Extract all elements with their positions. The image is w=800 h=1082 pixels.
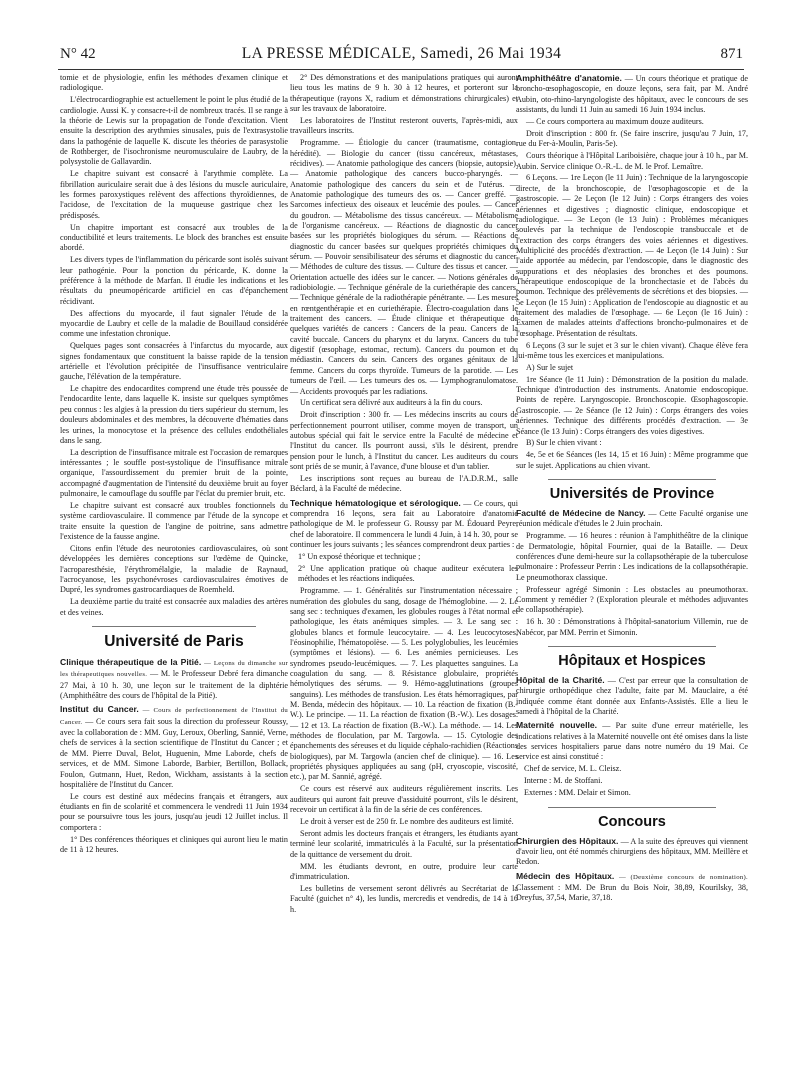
list-item: 2° Une application pratique où chaque auditeur exécutera les méthodes et les réactions indiquées.: [298, 563, 518, 584]
notice-heading: Institut du Cancer.: [60, 704, 139, 715]
notice-label: — Leçons du dimanche sur les thérapeutiques nouvelles.: [60, 660, 289, 679]
notice-label: — (Deuxième concours de nomination).: [618, 873, 749, 881]
article-paragraph: Un certificat sera délivré aux auditeurs à la fin du cours.: [300, 398, 483, 408]
article-paragraph: La deuxième partie du traité est consacrée aux maladies des artères et des veines.: [60, 597, 288, 617]
article-paragraph: tomie et de physiologie, enfin les méthodes d'examen clinique et radiologique.: [60, 73, 288, 93]
notice-text: — Ce cours sera fait sous la direction du professeur Roussy, avec la collaboration de : MM. Guy, Leroux, Oberling, Sannié, Verne, chefs de services à la section scientifique de l'Institut du Cancer ; et de MM. Pierre Duval, Belot, Huguenin, Mme Laborde, chefs de services, et de MM. Simone Laborde, Barbier, Bertillon, Bollack, Foulon, Gutmann, Huet, Redon, Wickham, assistants à la section hospitalière de l'Institut du Cancer.: [60, 716, 288, 789]
notice-heading: Technique hématologique et sérologique.: [290, 497, 461, 508]
notice-text: — Cette Faculté organise une réunion médicale d'études le 2 Juin prochain.: [516, 509, 749, 529]
article-paragraph: — Ce cours comportera au maximum douze auditeurs.: [526, 116, 704, 126]
column-left: [60, 73, 288, 857]
column-right: [516, 73, 748, 905]
notice-chirurgien-hopitaux: [516, 836, 748, 868]
notice-heading: Faculté de Médecine de Nancy.: [516, 508, 646, 519]
list-item: 1° Un exposé théorique et technique ;: [298, 552, 421, 562]
notice-text: — M. le Professeur Debré fera dimanche 27 Mai, à 10 h. 30, une leçon sur le traitement de la diphtérie (Amphithéâtre des cours de l'hôpital de la Pitié).: [60, 669, 288, 701]
notice-clinique-pitie: [60, 657, 288, 701]
article-paragraph: Le chapitre suivant est consacré aux troubles fonctionnels du système cardiovasculaire. Il commence par l'étude de la syncope et traite ensuite la question de l'angine de poitrine, sans admettre l'existence de la fausse angine.: [60, 501, 288, 542]
notice-heading: Amphithéâtre d'anatomie.: [516, 73, 622, 83]
article-paragraph: L'électrocardiographie est actuellement le point le plus étudié de la cardiologie. Aussi K. y consacre-t-il de nombreux tracés. Il se range à la théorie de Lewis sur la propagation de l'onde d'excitation. Vient ensuite la description des arythmies sinusales, puis de l'extrasystolie dans la pathogénie de laquelle K. discute les théories de parasystolie de Rothberger, de l'isochronisme neuromusculaire de Laubry, de la polysystolie de Gallavardin.: [60, 95, 288, 167]
article-paragraph: 4e, 5e et 6e Séances (les 14, 15 et 16 Juin) : Même programme que sur le sujet. Applications au chien vivant.: [516, 450, 748, 470]
article-paragraph: Les divers types de l'inflammation du péricarde sont isolés suivant leur pathogénie. Pour la ponction du péricarde, K. donne la préférence à la méthode de Marfan. Il étudie les indications et les résultats du pneumopéricarde artificiel en cas d'épanchement récidivant.: [60, 255, 288, 306]
journal-title: LA PRESSE MÉDICALE, Samedi, 26 Mai 1934: [241, 45, 562, 62]
notice-maternite-nouvelle: [516, 720, 748, 762]
article-paragraph: 16 h. 30 : Démonstrations à l'hôpital-sanatorium Villemin, rue de Nabécor, par MM. Perrin et Simonin.: [516, 617, 748, 637]
section-divider: [548, 807, 716, 808]
section-divider: [92, 626, 256, 627]
section-title-hopitaux-hospices: Hôpitaux et Hospices: [558, 652, 706, 669]
notice-label: — Cours de perfectionnement de l'Institut du Cancer.: [60, 707, 289, 726]
article-paragraph: A) Sur le sujet: [526, 362, 574, 372]
section-title-universite-paris: Université de Paris: [104, 633, 244, 651]
article-paragraph: Le droit à verser est de 250 fr. Le nombre des auditeurs est limité.: [300, 817, 514, 826]
article-paragraph: La description de l'insuffisance mitrale est l'occasion de remarques intéressantes ; le souffle post-systolique de l'insuffisance mitrale organique, l'assourdissement du premier bruit de la pointe, accompagné d'augmentation de l'intensité du deuxième bruit au foyer pulmonaire, le camouflage du souffle par l'éclat du premier bruit, etc.: [60, 447, 288, 499]
header-rule: [58, 69, 744, 70]
notice-heading: Chirurgien des Hôpitaux.: [516, 835, 619, 846]
article-paragraph: Professeur agrégé Simonin : Les obstacles au pneumothorax. Comment y remédier ? (Exploration pleurale et méthodes adjuvantes de collapsothérapie).: [516, 584, 748, 615]
article-paragraph: 6 Leçons (3 sur le sujet et 3 sur le chien vivant). Chaque élève fera lui-même tous les exercices et manipulations.: [516, 340, 748, 360]
article-paragraph: B) Sur le chien vivant :: [526, 438, 602, 448]
notice-text: — C'est par erreur que la consultation de chirurgie orthopédique chez l'adulte, faite par M. Mauclaire, a été indiquée comme étant donnée aux Enfants-Assistés. Elle a lieu le samedi à l'hôpital de la Charité.: [516, 675, 748, 716]
article-paragraph: Quelques pages sont consacrées à l'infarctus du myocarde, aux signes fondamentaux que constituent la baisse rapide de la tension artérielle et l'évolution précipitée de l'insuffisance ventriculaire gauche, l'élévation de la température.: [60, 341, 288, 382]
article-paragraph: Ce cours est réservé aux auditeurs régulièrement inscrits. Les auditeurs qui auront fait preuve d'assiduité pourront, s'ils le désirent, recevoir un certificat à la fin de la série de ces conférences.: [290, 784, 518, 815]
article-paragraph: 6 Leçons. — 1re Leçon (le 11 Juin) : Technique de la laryngoscopie directe, de la bronchoscopie, de l'œsophagoscopie et de la gastroscopie. — 2e Leçon (le 12 Juin) : Corps étrangers des voies aériennes et digestives ; diagnostic clinique, endoscopique et radiologique. — 3e Leçon (le 13 Juin) : Problèmes mécaniques soulevés par la technique de l'endoscopie transbuccale et de l'extraction des corps étrangers des voies aériennes et digestives. Multiplicité des procédés d'extraction. — 4e Leçon (le 14 Juin) : Sur l'aide apportée au médecin, par l'endoscopie, dans le diagnostic des suppurations et des néoplasies des bronches et des poumons. Thérapeutique endoscopique de la bronchectasie et de l'abcès du poumon. Technique des prélèvements de sécrétions et des biopsies. — 5e Leçon (le 15 Juin) : Application de l'endoscopie au diagnostic et au traitement des maladies de l'œsophage. — 6e Leçon (le 16 Juin) : Examen de malades atteints d'affections broncho-pulmonaires et de l'œsophage. Présentation de résultats.: [516, 173, 748, 338]
notice-hopital-charite: [516, 675, 748, 717]
article-paragraph: Les inscriptions sont reçues au bureau de l'A.D.R.M., salle Béclard, à la Faculté de médecine.: [290, 474, 518, 494]
page-number: 871: [720, 46, 743, 62]
notice-heading: Clinique thérapeutique de la Pitié.: [60, 657, 202, 668]
section-title-universites-province: Universités de Province: [549, 486, 715, 503]
staff-line: Chef de service, M. L. Cleisz.: [524, 764, 622, 774]
issue-number: N° 42: [60, 46, 96, 62]
article-paragraph: Droit d'inscription : 800 fr. (Se faire inscrire, jusqu'au 7 Juin, 17, rue du Fer-à-Moulin, Paris-5e).: [516, 128, 748, 149]
notice-heading: Hôpital de la Charité.: [516, 674, 605, 685]
article-paragraph: Un chapitre important est consacré aux troubles de la conductibilité et leurs traitements. Le block des branches est ensuite abordé.: [60, 222, 288, 253]
article-paragraph: Seront admis les docteurs français et étrangers, les étudiants ayant terminé leur scolarité, immatriculés à la Faculté, sur la présentation de la quittance de versement du droit.: [290, 828, 518, 859]
notice-medecin-hopitaux: [516, 871, 748, 904]
article-paragraph: Les bulletins de versement seront délivrés au Secrétariat de la Faculté (guichet n° 4), les lundis, mercredis et vendredis, de 14 à 16 h.: [290, 883, 518, 914]
notice-technique-hematologique: [290, 498, 518, 551]
notice-text: — Ce cours, qui comprendra 16 leçons, sera fait au Laboratoire d'anatomie pathologique de M. le professeur G. Roussy par M. Édouard Peyre, chef de laboratoire. Il commencera le lundi 4 Juin, à 14 h. 30, pour se continuer les jours suivants ; les séances comprendront deux parties :: [290, 498, 518, 550]
notice-text: Classement : MM. De Brun du Bois Noir, 38,89, Kourilsky, 38, Dreyfus, 37,54, Marie, 37,18.: [516, 882, 748, 903]
notice-faculte-nancy: [516, 508, 748, 530]
article-paragraph: 1° Des conférences théoriques et cliniques qui auront lieu le matin de 11 à 12 heures.: [60, 834, 288, 855]
notice-heading: Médecin des Hôpitaux.: [516, 870, 615, 881]
article-paragraph: Cours théorique à l'Hôpital Lariboisière, chaque jour à 10 h., par M. Aubin. Service clinique O.-R.-L. de M. le Prof. Lemaître.: [516, 151, 748, 171]
article-paragraph: 1re Séance (le 11 Juin) : Démonstration de la position du malade. Technique d'introduction des instruments. Anatomie endoscopique. Points de repère. Laryngoscopie. Bronchoscopie. Œsophagoscopie. Gastroscopie. — 2e Séance (le 12 Juin) : Corps étrangers des voies aériennes. Technique des différents procédés d'extraction. — 3e Séance (le 13 Juin) : Corps étrangers des voies digestives.: [516, 374, 748, 436]
article-paragraph: Les laboratoires de l'Institut resteront ouverts, l'après-midi, aux travailleurs inscrits.: [290, 115, 518, 136]
article-paragraph: Des affections du myocarde, il faut signaler l'étude de la myocardie de Laubry et celle de la maladie de Bouillaud considérée comme une infestation chronique.: [60, 308, 288, 339]
notice-text: — Par suite d'une erreur matérielle, les indications relatives à la Maternité nouvelle ont été omises dans la liste des services hospitaliers parue dans notre numéro du 19 Mai. Ce service est ainsi constitué :: [516, 721, 749, 762]
notice-institut-cancer: [60, 704, 288, 790]
program-paragraph: Programme. — 1. Généralités sur l'instrumentation nécessaire ; numération des globules du sang, dosage de l'hémoglobine. — 2. Le sang sec : techniques d'examen, les globules rouges à l'état normal et pathologique, les états anémiques simples. — 3. Le sang sec : globules blancs et formule leucocytaire. — 4. Les leucocytoses, l'éosinophilie, l'hématopoïèse. — 5. Les polyglobulies, les leucémies (symptômes et lésions). — 6. Les anémies pernicieuses. Les syndromes pseudo-leucémiques. — 7. Les plaquettes sanguines. La coagulation du sang. — 8. Résistance globulaire, propriétés hémolytiques des sérums. — 9. Hémo-agglutinations (groupes sanguins). Les méthodes de transfusion. Les états hémorragiques, par M. Benda, médecin des hôpitaux. — 10. La réaction de fixation (B.-W.). Le principe. — 11. La réaction de fixation (B.-W.). Les dosages. — 12 et 13. La réaction de fixation (B.-W.). La méthode. — 14. Les méthodes de floculation, par M. Targowla. — 15. Cytologie des épanchements des séreuses et du liquide céphalo-rachidien (Réactions biologiques), par M. Targowla (ancien chef de clinique). — 16. Les propriétés physiques appliquées au sang (pH, cryoscopie, viscosité, etc.), par M. Sannié, agrégé.: [290, 586, 518, 782]
article-paragraph: 2° Des démonstrations et des manipulations pratiques qui auront lieu tous les matins de 9 h. 30 à 12 heures, et porteront sur la thérapeutique (rayons X, radium et démonstrations chirurgicales) et sur les travaux de laboratoire.: [290, 73, 518, 114]
section-divider: [548, 479, 716, 480]
notice-text: — A la suite des épreuves qui viennent d'avoir lieu, ont été nommés chirurgiens des hôpitaux, MM. Meillère et Redon.: [516, 836, 748, 867]
program-paragraph: Programme. — Étiologie du cancer (traumatisme, contagion, hérédité). — Biologie du cancer (tissu cancéreux, métastases, récidives). — Anatomie pathologique des cancers (biopsie, autopsie). — Anatomie pathologique des cancers bucco-pharyngés. — Anatomie pathologique des cancers du sein et de l'utérus. — Anatomie pathologique des tumeurs des os. — Cancer greffé. — Sarcomes infectieux des oiseaux et leucémie des poules. — Cancer du goudron. — Métabolisme des tissus cancéreux. — Métabolisme de l'organisme cancéreux. — Réactions de diagnostic du cancer basées sur les propriétés biologiques du sérum. — Réactions de diagnostic du cancer basées sur quelques propriétés chimiques du sérum. — Pouvoir sensibilisateur des sérums et diagnostic du cancer. — Méthodes de culture des tissus. — Culture des tissus et cancer. — Orientation actuelle des idées sur le cancer. — Notions générales de radiobiologie. — Technique générale de la curiethérapie des cancers. — Technique générale de la radiothérapie pénétrante. — Les mesures en rœntgenthérapie et en curiethérapie. Électro-coagulation dans le traitement des cancers. — Étude clinique et thérapeutique de quelques variétés de cancers : Cancers de la peau. Cancers de la cavité buccale. Cancers du pharynx et du larynx. Cancers du tube digestif (œsophage, estomac, rectum). Cancers du poumon et du médiastin. Cancers du sein. Cancers des organes génitaux de la femme. Cancers du corps thyroïde. Tumeurs de la parotide. — Les tumeurs de l'œil. — Les tumeurs des os. — Lymphogranulomatose. — Accidents provoqués par les radiations.: [290, 138, 518, 396]
notice-amphitheatre-anatomie: [516, 73, 748, 115]
article-paragraph: MM. les étudiants devront, en outre, produire leur carte d'immatriculation.: [290, 861, 518, 881]
article-paragraph: Le cours est destiné aux médecins français et étrangers, aux étudiants en fin de scolarité et commencera le vendredi 11 Juin 1934 pour se poursuivre tous les jours, jusqu'au jeudi 12 Juillet inclus. Il comportera :: [60, 791, 288, 832]
article-paragraph: Programme. — 16 heures : réunion à l'amphithéâtre de la clinique de Dermatologie, hôpital Fournier, quai de la Bataille. — Deux conférences d'une demi-heure sur la collapsothérapie de la tuberculose pulmonaire : Professeur Perrin : Les indications de la collapsothérapie. Le pneumothorax classique.: [516, 531, 748, 582]
article-paragraph: Le chapitre suivant est consacré à l'arythmie complète. La fibrillation auriculaire serait due à des lésions du muscle auriculaire, les formes paroxystiques relèvent des affections thyroïdiennes, de l'acidose, de l'excitation de la muqueuse gastrique chez les prédisposés.: [60, 169, 288, 220]
section-title-concours: Concours: [598, 813, 666, 830]
section-divider: [548, 646, 716, 647]
staff-line: Externes : MM. Delair et Simon.: [524, 788, 631, 798]
page-header: [60, 44, 743, 70]
column-middle: [290, 73, 518, 916]
staff-line: Interne : M. de Stoffani.: [524, 776, 603, 786]
article-paragraph: Droit d'inscription : 300 fr. — Les médecins inscrits au cours de perfectionnement pourront utiliser, comme moyen de transport, un autobus spécial qui fait le service entre la Faculté de médecine et l'Institut du cancer. Ils pourront aussi, s'ils le désirent, prendre pension pour le lunch, à l'Institut du cancer. Les auditeurs du cours sont priés de se munir, à l'avance, d'une blouse et d'un tablier.: [290, 410, 518, 472]
notice-text: — Un cours théorique et pratique de broncho-œsophagoscopie, en douze leçons, sera fait, par M. André Aubin, oto-rhino-laryngologiste des hôpitaux, avec le concours de ses assistants, du lundi 11 Juin au samedi 16 Juin 1934 inclus.: [516, 74, 748, 115]
article-paragraph: Le chapitre des endocardites comprend une étude très poussée de l'endocardite lente, dans laquelle K. insiste sur quelques symptômes peu connus : les algies à la pression du tiers supérieur du sternum, les douleurs abdominales et des membres, la découverte d'hématies dans les urines, la monocytose et la présence des cellules endothéliales dans le sang.: [60, 384, 288, 445]
notice-heading: Maternité nouvelle.: [516, 720, 598, 731]
article-paragraph: Citons enfin l'étude des neurotonies cardiovasculaires, où sont développées les dernières conceptions sur l'œdème de Quincke, l'acroparesthésie, l'érythromélalgie, la maladie de Raynaud, l'acrocyanose, les psychonévroses cardiovasculaires émotives de Dupré, les syndromes gastrocardiaques de Roemheld.: [60, 544, 288, 595]
